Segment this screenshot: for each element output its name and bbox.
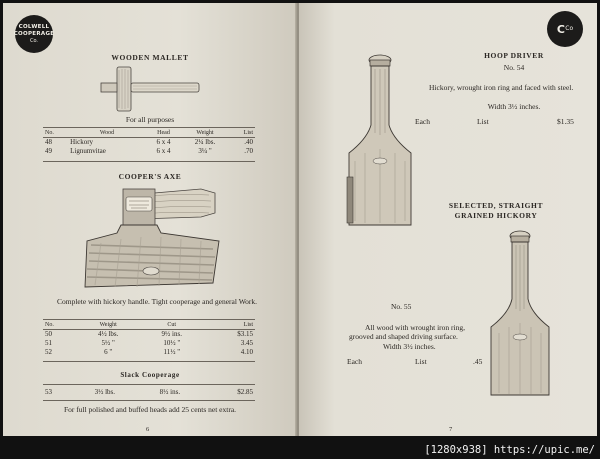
hickory-driver-illustration: [487, 229, 553, 399]
hoop-driver-title: HOOP DRIVER: [484, 51, 544, 60]
table-row: [43, 339, 255, 348]
cell: 10½ ": [163, 339, 181, 347]
table-row: [43, 348, 255, 357]
cell: 4½ lbs.: [97, 330, 119, 338]
axe-table-bottom-rule: [43, 361, 255, 362]
selected-description: All wood with wrought iron ring, grooved and shaped driving surface.: [349, 323, 465, 341]
hoop-driver-each-label: Each: [415, 117, 430, 126]
logo-co: Co: [565, 25, 574, 32]
selected-price: .45: [473, 357, 483, 366]
right-page: [299, 3, 597, 436]
mallet-caption: For all purposes: [125, 115, 175, 124]
axe-description: Complete with hickory handle. Tight cooperage and general Work.: [57, 297, 258, 306]
cell: .40: [244, 138, 253, 146]
hoop-driver-number: No. 54: [503, 63, 525, 72]
mallet-table-top-rule: [43, 127, 255, 128]
hoop-driver-description: Hickory, wrought iron ring and faced with steel.: [429, 83, 574, 92]
cell: 52: [45, 348, 52, 356]
axe-table-top-rule: [43, 319, 255, 320]
axe-title: COOPER'S AXE: [118, 172, 182, 181]
cell: 3.45: [240, 339, 253, 347]
selected-width: Width 3½ inches.: [383, 342, 436, 351]
slack-table-top-rule: [43, 384, 255, 385]
hoop-driver-illustration: [345, 53, 415, 229]
mallet-header-head: Head: [146, 130, 181, 138]
cell: 6 ": [104, 348, 113, 356]
hoop-driver-price: $1.35: [557, 117, 574, 126]
cell: Lignumvitae: [70, 147, 106, 155]
logo-letter: C: [556, 22, 566, 36]
cell: 49: [45, 147, 52, 155]
cell: 51: [45, 339, 52, 347]
cell: Hickory: [70, 138, 94, 146]
coopers-axe-illustration: [81, 183, 221, 293]
cell: 3¼ ": [198, 147, 212, 155]
page-number-right: 7: [449, 426, 453, 433]
mallet-header-no: No.: [43, 130, 68, 138]
selected-title-line1: SELECTED, STRAIGHT: [448, 201, 544, 210]
cell: 2¼ lbs.: [194, 138, 216, 146]
cell: 50: [45, 330, 52, 338]
mallet-header-list: List: [229, 130, 255, 138]
cell: $2.85: [237, 388, 253, 396]
cell: 8½ ins.: [159, 388, 181, 396]
mallet-title: WOODEN MALLET: [111, 53, 189, 62]
selected-each-label: Each: [347, 357, 362, 366]
axe-table: [43, 322, 255, 357]
colwell-logo: [15, 15, 53, 53]
cell: 53: [45, 388, 52, 396]
cell: 5½ ": [101, 339, 115, 347]
table-row: [43, 330, 255, 340]
mallet-header-wood: Wood: [68, 130, 146, 138]
selected-title-line2: GRAINED HICKORY: [454, 211, 538, 220]
slack-table-bottom-rule: [43, 400, 255, 401]
logo-line1: COLWELL: [18, 24, 50, 30]
page-number-left: 6: [146, 426, 150, 433]
slack-cooperage-title: Slack Cooperage: [120, 371, 180, 379]
axe-header-cut: Cut: [140, 322, 204, 330]
table-row: [43, 388, 255, 397]
cell: 48: [45, 138, 52, 146]
hoop-driver-list-label: List: [477, 117, 489, 126]
cell: 6 x 4: [156, 138, 171, 146]
mallet-illustration: [99, 65, 201, 113]
table-row: [43, 147, 255, 156]
mallet-table: [43, 130, 255, 156]
mallet-header-weight: Weight: [181, 130, 229, 138]
cell: 4.10: [240, 348, 253, 356]
logo-line2: COOPERAGE: [13, 31, 55, 37]
cell: $3.15: [237, 330, 253, 338]
axe-header-list: List: [204, 322, 255, 330]
cell: 6 x 4: [156, 147, 171, 155]
table-row: [43, 138, 255, 148]
slack-table: [43, 388, 255, 397]
cell: 3½ lbs.: [94, 388, 116, 396]
image-watermark: [1280x938] https://upic.me/: [421, 443, 598, 457]
cell: 11½ ": [163, 348, 181, 356]
cco-logo: [547, 11, 583, 47]
polish-note: For full polished and buffed heads add 25 cents net extra.: [63, 405, 237, 414]
catalog-spread: [3, 3, 597, 436]
hoop-driver-width: Width 3½ inches.: [487, 102, 541, 111]
left-page: [3, 3, 297, 436]
cell: .70: [244, 147, 253, 155]
axe-header-weight: Weight: [76, 322, 140, 330]
selected-number: No. 55: [391, 302, 412, 311]
logo-line3: Co.: [29, 38, 39, 44]
cell: 9½ ins.: [161, 330, 182, 338]
axe-header-no: No.: [43, 322, 76, 330]
mallet-table-bottom-rule: [43, 161, 255, 162]
selected-list-label: List: [415, 357, 427, 366]
